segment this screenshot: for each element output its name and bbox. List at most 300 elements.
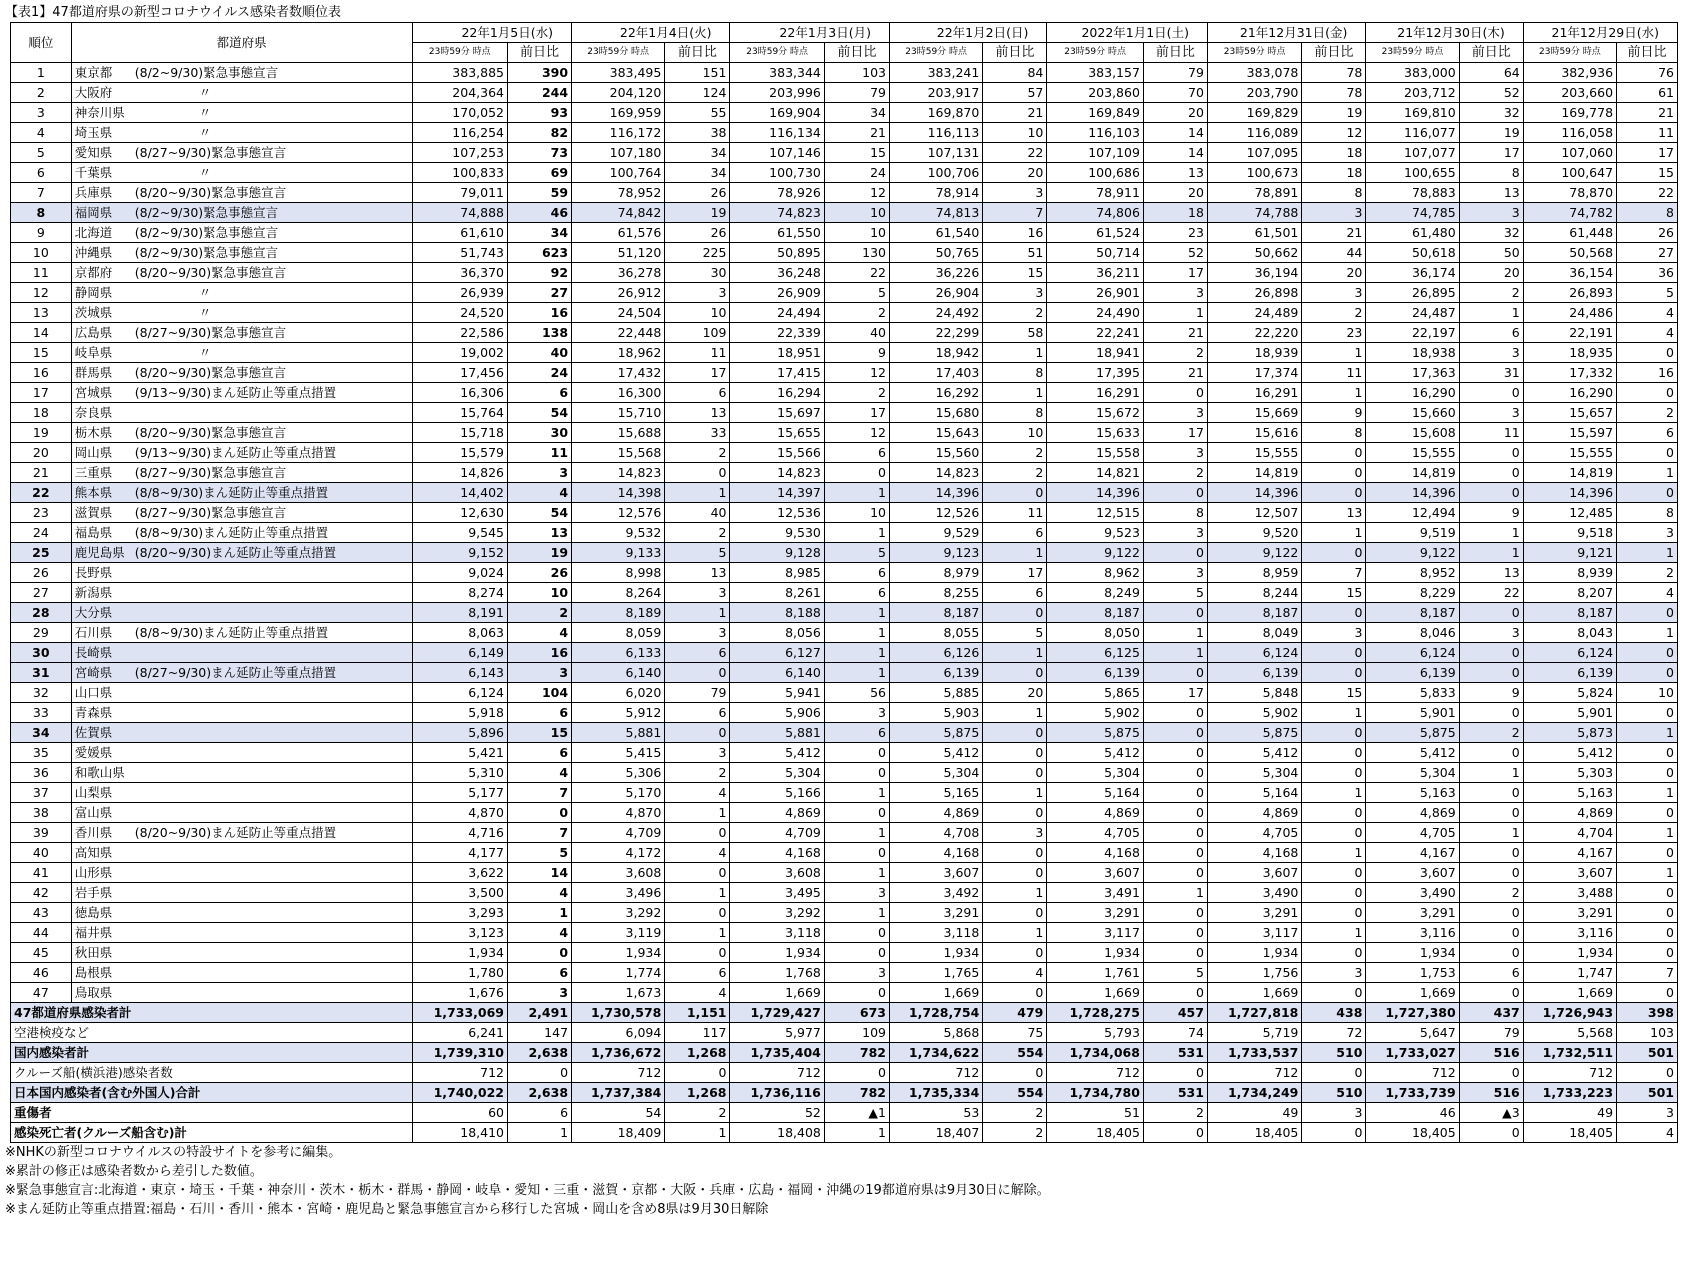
daily-change-cell: 11 <box>1302 363 1366 383</box>
prefecture-name: 奈良県 <box>74 405 113 420</box>
daily-change-cell: 6 <box>665 963 730 983</box>
daily-change-cell: 4 <box>1617 323 1678 343</box>
cumulative-cell: 116,254 <box>412 123 507 143</box>
daily-change-cell: 0 <box>665 863 730 883</box>
rank-cell: 29 <box>11 623 72 643</box>
daily-change-cell: 2 <box>983 443 1047 463</box>
daily-change-cell: 0 <box>824 923 889 943</box>
cumulative-cell: 14,396 <box>1366 483 1459 503</box>
daily-change-cell: 58 <box>983 323 1047 343</box>
cumulative-cell: 26,912 <box>572 283 665 303</box>
cumulative-cell: 204,364 <box>412 83 507 103</box>
daily-change-cell: 6 <box>665 703 730 723</box>
prefecture-name: 大分県 <box>74 605 113 620</box>
daily-change-cell: 10 <box>824 503 889 523</box>
cumulative-cell: 8,979 <box>890 563 983 583</box>
summary-value-cell: 18,405 <box>1207 1123 1301 1143</box>
summary-value-cell: 1,728,754 <box>890 1003 983 1023</box>
prefecture-name: 佐賀県 <box>74 725 113 740</box>
daily-change-cell: 244 <box>508 83 572 103</box>
cumulative-cell: 6,124 <box>1366 643 1459 663</box>
prefecture-name: 茨城県 <box>74 305 113 320</box>
daily-change-cell: 3 <box>508 983 572 1003</box>
daily-change-cell: 17 <box>1143 263 1207 283</box>
cumulative-cell: 203,917 <box>890 83 983 103</box>
cumulative-cell: 6,124 <box>412 683 507 703</box>
cumulative-cell: 3,291 <box>1207 903 1301 923</box>
daily-change-cell: 9 <box>1302 403 1366 423</box>
cumulative-cell: 116,089 <box>1207 123 1301 143</box>
cumulative-cell: 116,172 <box>572 123 665 143</box>
cumulative-cell: 3,607 <box>1366 863 1459 883</box>
daily-change-cell: 6 <box>983 523 1047 543</box>
cumulative-cell: 50,895 <box>730 243 824 263</box>
summary-value-cell: 53 <box>890 1103 983 1123</box>
daily-change-cell: 26 <box>1617 223 1678 243</box>
cumulative-cell: 15,633 <box>1047 423 1144 443</box>
daily-change-cell: 44 <box>1302 243 1366 263</box>
footnote: ※緊急事態宣言:北海道・東京・埼玉・千葉・神奈川・茨木・栃木・群馬・静岡・岐阜・愛知・三重・滋賀・京都・大阪・兵庫・広島・福岡・沖縄の19都道府県は9月30日に解除。 <box>5 1183 1050 1198</box>
cumulative-cell: 9,545 <box>412 523 507 543</box>
cumulative-cell: 107,180 <box>572 143 665 163</box>
cumulative-cell: 9,121 <box>1523 543 1616 563</box>
table-row <box>11 403 1678 423</box>
summary-change-cell: 2,638 <box>508 1043 572 1063</box>
cumulative-cell: 5,170 <box>572 783 665 803</box>
daily-change-cell: 22 <box>1617 183 1678 203</box>
cumulative-cell: 15,669 <box>1207 403 1301 423</box>
daily-change-cell: 3 <box>1459 403 1523 423</box>
rank-cell: 9 <box>11 223 72 243</box>
cumulative-cell: 50,662 <box>1207 243 1301 263</box>
cumulative-cell: 8,255 <box>890 583 983 603</box>
table-row <box>11 303 1678 323</box>
cumulative-cell: 6,139 <box>890 663 983 683</box>
rank-cell: 4 <box>11 123 72 143</box>
daily-change-cell: 3 <box>508 663 572 683</box>
prefecture-cell <box>71 463 412 483</box>
cumulative-cell: 3,490 <box>1366 883 1459 903</box>
cumulative-cell: 8,055 <box>890 623 983 643</box>
cumulative-cell: 6,133 <box>572 643 665 663</box>
rank-cell: 15 <box>11 343 72 363</box>
date-header: 22年1月5日(水) <box>412 23 572 43</box>
prefecture-name: 広島県 <box>74 325 113 340</box>
daily-change-cell: 1 <box>1617 723 1678 743</box>
rank-cell: 7 <box>11 183 72 203</box>
daily-change-cell: 0 <box>665 943 730 963</box>
daily-change-cell: 7 <box>983 203 1047 223</box>
cumulative-cell: 5,875 <box>1207 723 1301 743</box>
daily-change-cell: 16 <box>983 223 1047 243</box>
summary-change-cell: 782 <box>824 1083 889 1103</box>
daily-change-cell: 0 <box>1459 483 1523 503</box>
summary-change-cell: 398 <box>1617 1003 1678 1023</box>
ratio-header: 前日比 <box>824 43 889 63</box>
cumulative-cell: 5,412 <box>1047 743 1144 763</box>
cumulative-cell: 8,244 <box>1207 583 1301 603</box>
summary-row <box>11 1123 1678 1143</box>
cumulative-cell: 18,962 <box>572 343 665 363</box>
summary-value-cell: 18,405 <box>1523 1123 1616 1143</box>
daily-change-cell: 84 <box>983 63 1047 83</box>
cumulative-cell: 12,526 <box>890 503 983 523</box>
cumulative-cell: 9,530 <box>730 523 824 543</box>
daily-change-cell: 0 <box>1459 843 1523 863</box>
daily-change-cell: 8 <box>1617 203 1678 223</box>
daily-change-cell: 5 <box>824 543 889 563</box>
daily-change-cell: 19 <box>1302 103 1366 123</box>
summary-change-cell: 1,151 <box>665 1003 730 1023</box>
daily-change-cell: 109 <box>665 323 730 343</box>
cumulative-cell: 15,579 <box>412 443 507 463</box>
cumulative-cell: 9,520 <box>1207 523 1301 543</box>
cumulative-cell: 4,708 <box>890 823 983 843</box>
daily-change-cell: 38 <box>665 123 730 143</box>
cumulative-cell: 383,495 <box>572 63 665 83</box>
daily-change-cell: 1 <box>983 783 1047 803</box>
summary-label: 国内感染者計 <box>11 1043 413 1063</box>
cumulative-cell: 8,043 <box>1523 623 1616 643</box>
prefecture-name: 兵庫県 <box>74 185 113 200</box>
summary-value-cell: 52 <box>730 1103 824 1123</box>
rank-cell: 41 <box>11 863 72 883</box>
cumulative-cell: 14,826 <box>412 463 507 483</box>
cumulative-cell: 8,939 <box>1523 563 1616 583</box>
daily-change-cell: 52 <box>1143 243 1207 263</box>
cumulative-cell: 4,167 <box>1366 843 1459 863</box>
cumulative-cell: 51,120 <box>572 243 665 263</box>
summary-change-cell: 75 <box>983 1023 1047 1043</box>
cumulative-cell: 78,952 <box>572 183 665 203</box>
cumulative-cell: 6,140 <box>730 663 824 683</box>
summary-value-cell: 1,733,069 <box>412 1003 507 1023</box>
summary-value-cell: 1,737,384 <box>572 1083 665 1103</box>
daily-change-cell: 7 <box>1617 963 1678 983</box>
cumulative-cell: 78,870 <box>1523 183 1616 203</box>
prefecture-cell <box>71 103 412 123</box>
cumulative-cell: 9,122 <box>1366 543 1459 563</box>
cumulative-cell: 107,077 <box>1366 143 1459 163</box>
cumulative-cell: 22,339 <box>730 323 824 343</box>
daily-change-cell: 0 <box>983 943 1047 963</box>
table-row <box>11 363 1678 383</box>
time-subheader: 23時59分 時点 <box>730 43 824 63</box>
summary-change-cell: 516 <box>1459 1083 1523 1103</box>
prefecture-cell <box>71 643 412 663</box>
daily-change-cell: 3 <box>983 283 1047 303</box>
daily-change-cell: 0 <box>1143 603 1207 623</box>
footnote: ※NHKの新型コロナウイルスの特設サイトを参考に編集。 <box>5 1145 342 1160</box>
daily-change-cell: 1 <box>665 923 730 943</box>
daily-change-cell: 69 <box>508 163 572 183</box>
daily-change-cell: 2 <box>983 303 1047 323</box>
daily-change-cell: 0 <box>665 463 730 483</box>
daily-change-cell: 2 <box>1459 723 1523 743</box>
prefecture-cell <box>71 603 412 623</box>
daily-change-cell: 1 <box>1617 783 1678 803</box>
summary-value-cell: 5,719 <box>1207 1023 1301 1043</box>
cumulative-cell: 50,714 <box>1047 243 1144 263</box>
cumulative-cell: 36,370 <box>412 263 507 283</box>
daily-change-cell: 12 <box>1302 123 1366 143</box>
daily-change-cell: 0 <box>1143 943 1207 963</box>
daily-change-cell: 104 <box>508 683 572 703</box>
daily-change-cell: 1 <box>1143 303 1207 323</box>
cumulative-cell: 9,133 <box>572 543 665 563</box>
summary-value-cell: 18,408 <box>730 1123 824 1143</box>
daily-change-cell: 2 <box>983 463 1047 483</box>
cumulative-cell: 3,118 <box>730 923 824 943</box>
rank-header: 順位 <box>11 23 72 63</box>
cumulative-cell: 4,177 <box>412 843 507 863</box>
daily-change-cell: 22 <box>1459 583 1523 603</box>
daily-change-cell: 130 <box>824 243 889 263</box>
daily-change-cell: 1 <box>1617 823 1678 843</box>
summary-change-cell: 103 <box>1617 1023 1678 1043</box>
table-row <box>11 763 1678 783</box>
summary-change-cell: 3 <box>1302 1103 1366 1123</box>
daily-change-cell: 79 <box>1143 63 1207 83</box>
cumulative-cell: 5,875 <box>1047 723 1144 743</box>
summary-change-cell: 72 <box>1302 1023 1366 1043</box>
cumulative-cell: 116,134 <box>730 123 824 143</box>
cumulative-cell: 383,241 <box>890 63 983 83</box>
cumulative-cell: 3,293 <box>412 903 507 923</box>
table-row <box>11 663 1678 683</box>
table-row <box>11 603 1678 623</box>
daily-change-cell: 82 <box>508 123 572 143</box>
daily-change-cell: 0 <box>1302 643 1366 663</box>
daily-change-cell: 1 <box>1302 783 1366 803</box>
daily-change-cell: 11 <box>508 443 572 463</box>
cumulative-cell: 3,291 <box>890 903 983 923</box>
daily-change-cell: 26 <box>665 183 730 203</box>
cumulative-cell: 14,823 <box>730 463 824 483</box>
cumulative-cell: 74,823 <box>730 203 824 223</box>
cumulative-cell: 12,536 <box>730 503 824 523</box>
summary-value-cell: 1,727,380 <box>1366 1003 1459 1023</box>
daily-change-cell: 16 <box>508 303 572 323</box>
summary-change-cell: 0 <box>824 1063 889 1083</box>
summary-change-cell: 457 <box>1143 1003 1207 1023</box>
cumulative-cell: 16,294 <box>730 383 824 403</box>
daily-change-cell: 3 <box>1143 283 1207 303</box>
cumulative-cell: 3,488 <box>1523 883 1616 903</box>
prefecture-cell <box>71 63 412 83</box>
table-row <box>11 563 1678 583</box>
prefecture-name: 北海道 <box>74 225 113 240</box>
daily-change-cell: 3 <box>824 703 889 723</box>
cumulative-cell: 3,608 <box>572 863 665 883</box>
cumulative-cell: 203,996 <box>730 83 824 103</box>
daily-change-cell: 13 <box>1459 563 1523 583</box>
cumulative-cell: 18,941 <box>1047 343 1144 363</box>
cumulative-cell: 74,806 <box>1047 203 1144 223</box>
daily-change-cell: 0 <box>1143 923 1207 943</box>
time-subheader: 23時59分 時点 <box>1523 43 1616 63</box>
daily-change-cell: 2 <box>1302 303 1366 323</box>
daily-change-cell: 17 <box>1617 143 1678 163</box>
prefecture-name: 福岡県 <box>74 205 113 220</box>
daily-change-cell: 0 <box>1143 783 1207 803</box>
table-row <box>11 323 1678 343</box>
cumulative-cell: 1,753 <box>1366 963 1459 983</box>
table-caption: 【表1】47都道府県の新型コロナウイルス感染者数順位表 <box>5 5 342 20</box>
cumulative-cell: 8,188 <box>730 603 824 623</box>
prefecture-cell <box>71 383 412 403</box>
summary-change-cell: 479 <box>983 1003 1047 1023</box>
rank-cell: 2 <box>11 83 72 103</box>
daily-change-cell: 0 <box>1302 543 1366 563</box>
daily-change-cell: 3 <box>1143 523 1207 543</box>
summary-value-cell: 5,868 <box>890 1023 983 1043</box>
cumulative-cell: 1,934 <box>890 943 983 963</box>
ranking-table <box>10 22 1678 1143</box>
cumulative-cell: 22,299 <box>890 323 983 343</box>
prefecture-name: 富山県 <box>74 805 113 820</box>
daily-change-cell: 5 <box>1143 583 1207 603</box>
summary-change-cell: 0 <box>508 1063 572 1083</box>
daily-change-cell: 21 <box>1302 223 1366 243</box>
daily-change-cell: 2 <box>508 603 572 623</box>
daily-change-cell: 6 <box>983 583 1047 603</box>
daily-change-cell: 0 <box>1459 983 1523 1003</box>
daily-change-cell: 21 <box>1143 323 1207 343</box>
daily-change-cell: 93 <box>508 103 572 123</box>
summary-change-cell: 438 <box>1302 1003 1366 1023</box>
table-row <box>11 903 1678 923</box>
prefecture-name: 高知県 <box>74 845 113 860</box>
cumulative-cell: 107,060 <box>1523 143 1616 163</box>
cumulative-cell: 4,869 <box>730 803 824 823</box>
cumulative-cell: 3,607 <box>1047 863 1144 883</box>
daily-change-cell: 4 <box>665 843 730 863</box>
daily-change-cell: 1 <box>824 643 889 663</box>
prefecture-cell <box>71 663 412 683</box>
daily-change-cell: 0 <box>1302 443 1366 463</box>
date-header: 2022年1月1日(土) <box>1047 23 1208 43</box>
cumulative-cell: 169,778 <box>1523 103 1616 123</box>
daily-change-cell: 10 <box>824 203 889 223</box>
summary-value-cell: 5,647 <box>1366 1023 1459 1043</box>
daily-change-cell: 0 <box>1617 943 1678 963</box>
daily-change-cell: 0 <box>665 723 730 743</box>
daily-change-cell: 3 <box>1302 283 1366 303</box>
rank-cell: 36 <box>11 763 72 783</box>
cumulative-cell: 16,306 <box>412 383 507 403</box>
daily-change-cell: 1 <box>1617 863 1678 883</box>
daily-change-cell: 56 <box>824 683 889 703</box>
daily-change-cell: 1 <box>665 883 730 903</box>
rank-cell: 32 <box>11 683 72 703</box>
prefecture-name: 福井県 <box>74 925 113 940</box>
cumulative-cell: 1,756 <box>1207 963 1301 983</box>
daily-change-cell: 19 <box>1459 123 1523 143</box>
prefecture-cell <box>71 203 412 223</box>
summary-value-cell: 18,407 <box>890 1123 983 1143</box>
daily-change-cell: 623 <box>508 243 572 263</box>
daily-change-cell: 3 <box>1302 623 1366 643</box>
cumulative-cell: 5,412 <box>1523 743 1616 763</box>
cumulative-cell: 15,568 <box>572 443 665 463</box>
daily-change-cell: 0 <box>983 863 1047 883</box>
cumulative-cell: 51,743 <box>412 243 507 263</box>
daily-change-cell: 20 <box>983 163 1047 183</box>
daily-change-cell: 0 <box>1302 943 1366 963</box>
daily-change-cell: 1 <box>1617 463 1678 483</box>
summary-value-cell: 1,728,275 <box>1047 1003 1144 1023</box>
daily-change-cell: 0 <box>1617 443 1678 463</box>
daily-change-cell: 15 <box>1617 163 1678 183</box>
prefecture-name: 香川県 <box>74 825 113 840</box>
daily-change-cell: 6 <box>1459 323 1523 343</box>
daily-change-cell: 3 <box>824 883 889 903</box>
daily-change-cell: 52 <box>1459 83 1523 103</box>
daily-change-cell: 8 <box>1302 183 1366 203</box>
cumulative-cell: 3,292 <box>730 903 824 923</box>
prefecture-cell <box>71 863 412 883</box>
summary-value-cell: 712 <box>1366 1063 1459 1083</box>
daily-change-cell: 0 <box>1143 543 1207 563</box>
cumulative-cell: 8,050 <box>1047 623 1144 643</box>
table-row <box>11 623 1678 643</box>
summary-value-cell: 1,736,672 <box>572 1043 665 1063</box>
rank-cell: 12 <box>11 283 72 303</box>
daily-change-cell: 0 <box>1617 663 1678 683</box>
cumulative-cell: 15,657 <box>1523 403 1616 423</box>
daily-change-cell: 10 <box>508 583 572 603</box>
cumulative-cell: 50,765 <box>890 243 983 263</box>
cumulative-cell: 14,819 <box>1207 463 1301 483</box>
daily-change-cell: 4 <box>508 623 572 643</box>
prefecture-header: 都道府県 <box>71 23 412 63</box>
rank-cell: 16 <box>11 363 72 383</box>
rank-cell: 1 <box>11 63 72 83</box>
cumulative-cell: 5,901 <box>1366 703 1459 723</box>
cumulative-cell: 9,152 <box>412 543 507 563</box>
cumulative-cell: 5,918 <box>412 703 507 723</box>
cumulative-cell: 61,480 <box>1366 223 1459 243</box>
summary-value-cell: 18,410 <box>412 1123 507 1143</box>
cumulative-cell: 15,555 <box>1207 443 1301 463</box>
cumulative-cell: 3,607 <box>1523 863 1616 883</box>
measure-note: (8/8~9/30)まん延防止等重点措置 <box>134 625 329 640</box>
prefecture-name: 群馬県 <box>74 365 113 380</box>
measure-note: (9/13~9/30)まん延防止等重点措置 <box>134 445 337 460</box>
prefecture-cell <box>71 123 412 143</box>
summary-value-cell: 1,726,943 <box>1523 1003 1616 1023</box>
prefecture-cell <box>71 543 412 563</box>
daily-change-cell: 20 <box>983 683 1047 703</box>
cumulative-cell: 8,056 <box>730 623 824 643</box>
table-row <box>11 543 1678 563</box>
cumulative-cell: 15,560 <box>890 443 983 463</box>
daily-change-cell: 13 <box>665 563 730 583</box>
summary-change-cell: 79 <box>1459 1023 1523 1043</box>
daily-change-cell: 10 <box>983 423 1047 443</box>
daily-change-cell: 4 <box>508 483 572 503</box>
cumulative-cell: 15,597 <box>1523 423 1616 443</box>
cumulative-cell: 5,412 <box>1207 743 1301 763</box>
cumulative-cell: 14,397 <box>730 483 824 503</box>
daily-change-cell: 0 <box>1143 803 1207 823</box>
daily-change-cell: 1 <box>983 643 1047 663</box>
cumulative-cell: 4,168 <box>1047 843 1144 863</box>
cumulative-cell: 3,608 <box>730 863 824 883</box>
summary-label: 日本国内感染者(含む外国人)合計 <box>11 1083 413 1103</box>
cumulative-cell: 15,566 <box>730 443 824 463</box>
